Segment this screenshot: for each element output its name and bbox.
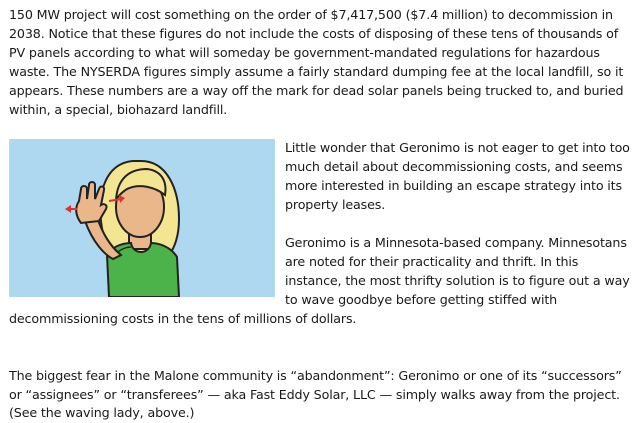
waving-hand (76, 182, 106, 223)
paragraph-escape-strategy: Little wonder that Geronimo is not eager to get into too much detail about decommissioning costs, and seems more interested in building an escape strategy into its property leases. (285, 140, 630, 213)
illustrated-section (9, 139, 631, 347)
waving-lady-icon (9, 139, 275, 297)
paragraph-minnesota: Geronimo is a Minnesota-based company. Minnesotans are noted for their practicality and thrift. In this instance, the most thrifty solution is to figure out a way to wave goodbye before getting stiffed with decommissioning costs in the tens of millions of dollars. (9, 235, 630, 326)
paragraph-decommission-cost: 150 MW project will cost something on the order of $7,417,500 ($7.4 million) to decommission in 2038. Notice that these figures do not include the costs of disposing of these tens of thousands of PV panels according to what will someday be government-mandated regulations for hazardous waste. The NYSERDA figures simply assume a fairly standard dumping fee at the local landfill, so it appears. These numbers are a way off the mark for dead solar panels being trucked to, and buried within, a special, biohazard landfill. (9, 7, 624, 117)
waving-lady-illustration (9, 139, 275, 297)
article-body (9, 6, 631, 423)
paragraph-abandonment: The biggest fear in the Malone community is “abandonment”: Geronimo or one of its “successors” or “assignees” or “transferees” — aka Fast Eddy Solar, LLC — simply walks away from the project. (See the waving lady, above.) (9, 367, 622, 421)
